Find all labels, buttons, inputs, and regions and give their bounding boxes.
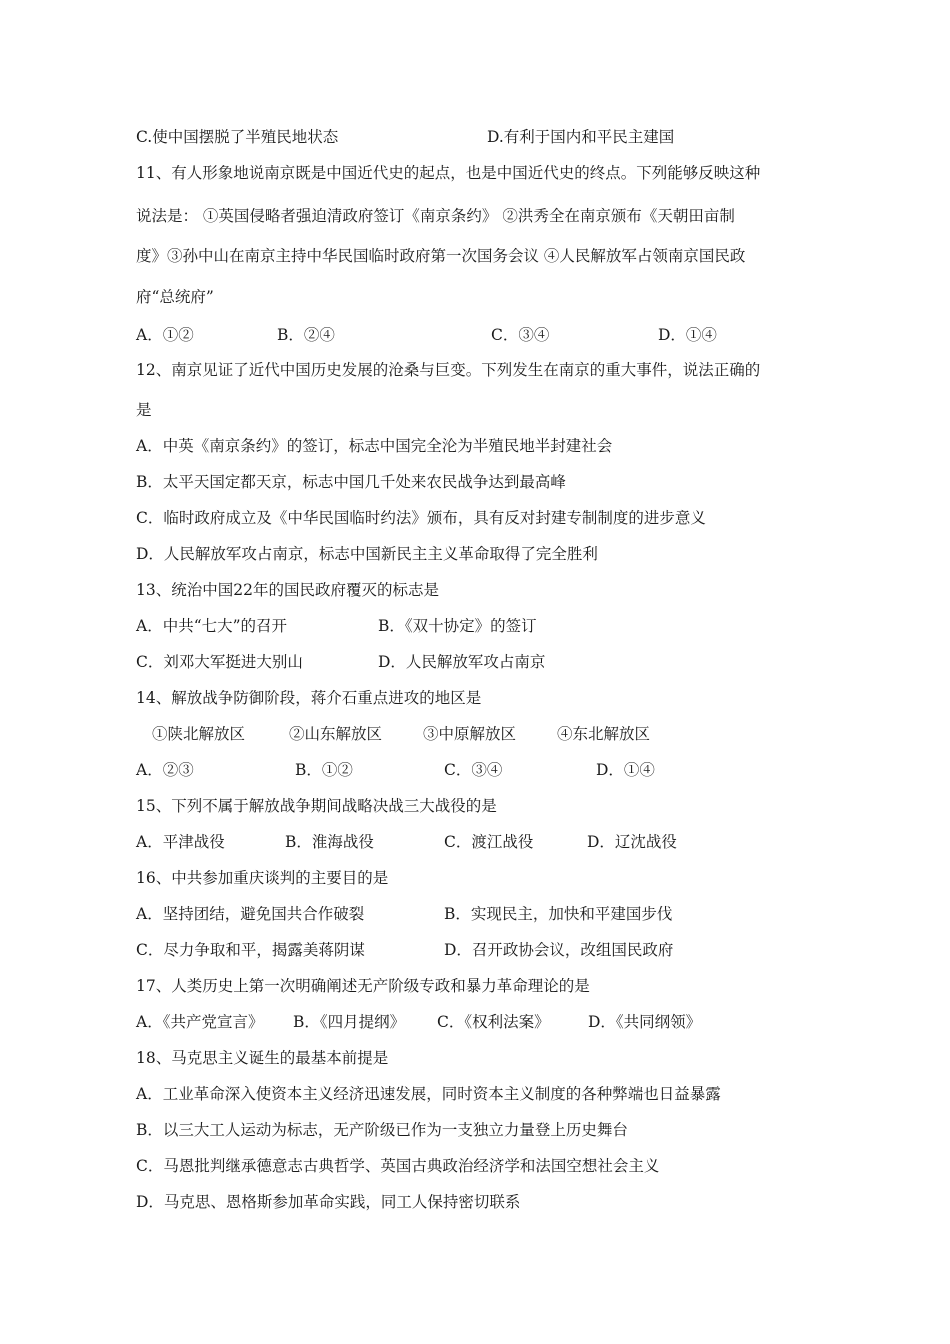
q12-stem-line1: 12、南京见证了近代中国历史发展的沧桑与巨变。下列发生在南京的重大事件，说法正确的: [136, 361, 761, 379]
q15-option-a: A．平津战役: [136, 833, 225, 851]
q14-stem: 14、解放战争防御阶段，蒋介石重点进攻的地区是: [136, 689, 482, 707]
q11-option-d: D．①④: [658, 326, 717, 344]
q12-stem-line2: 是: [136, 401, 152, 419]
q17-option-b: B．《四月提纲》: [293, 1013, 406, 1031]
q17-option-c: C．《权利法案》: [437, 1013, 550, 1031]
q12-option-d: D．人民解放军攻占南京，标志中国新民主主义革命取得了完全胜利: [136, 545, 598, 563]
q11-option-c: C．③④: [491, 326, 550, 344]
q11-stem-line4: 府“总统府”: [136, 288, 214, 306]
q13-option-c: C．刘邓大军挺进大别山: [136, 653, 303, 671]
q11-stem-line3: 度》③孙中山在南京主持中华民国临时政府第一次国务会议 ④人民解放军占领南京国民政: [136, 247, 746, 265]
q14-option-a: A．②③: [136, 761, 194, 779]
q12-option-a: A．中英《南京条约》的签订，标志中国完全沦为半殖民地半封建社会: [136, 437, 613, 455]
q12-option-c: C．临时政府成立及《中华民国临时约法》颁布，具有反对封建专制制度的进步意义: [136, 509, 706, 527]
q14-item-4: ④东北解放区: [557, 725, 651, 743]
q16-option-d: D．召开政协会议，改组国民政府: [444, 941, 674, 959]
q18-option-b: B．以三大工人运动为标志，无产阶级已作为一支独立力量登上历史舞台: [136, 1121, 628, 1139]
q18-option-c: C．马恩批判继承德意志古典哲学、英国古典政治经济学和法国空想社会主义: [136, 1157, 660, 1175]
q13-stem: 13、统治中国22年的国民政府覆灭的标志是: [136, 581, 439, 599]
q18-option-a: A．工业革命深入使资本主义经济迅速发展，同时资本主义制度的各种弊端也日益暴露: [136, 1085, 721, 1103]
q15-option-b: B．淮海战役: [285, 833, 374, 851]
q13-option-b: B．《双十协定》的签订: [378, 617, 537, 635]
q16-option-b: B．实现民主，加快和平建国步伐: [444, 905, 673, 923]
q14-option-d: D．①④: [596, 761, 655, 779]
q17-option-a: A．《共产党宣言》: [136, 1013, 264, 1031]
q15-stem: 15、下列不属于解放战争期间战略决战三大战役的是: [136, 797, 497, 815]
q13-option-d: D．人民解放军攻占南京: [378, 653, 546, 671]
q15-option-d: D．辽沈战役: [587, 833, 677, 851]
q11-option-b: B．②④: [277, 326, 335, 344]
q14-option-b: B．①②: [295, 761, 353, 779]
q12-option-b: B．太平天国定都天京，标志中国几千处来农民战争达到最高峰: [136, 473, 566, 491]
q10-option-c: C.使中国摆脱了半殖民地状态: [136, 128, 339, 146]
q18-option-d: D．马克思、恩格斯参加革命实践，同工人保持密切联系: [136, 1193, 521, 1211]
q11-stem-line2: 说法是： ①英国侵略者强迫清政府签订《南京条约》 ②洪秀全在南京颁布《天朝田亩制: [136, 207, 735, 225]
q14-item-3: ③中原解放区: [423, 725, 517, 743]
q14-item-1: ①陕北解放区: [152, 725, 246, 743]
q16-stem: 16、中共参加重庆谈判的主要目的是: [136, 869, 389, 887]
q18-stem: 18、马克思主义诞生的最基本前提是: [136, 1049, 389, 1067]
q17-stem: 17、人类历史上第一次明确阐述无产阶级专政和暴力革命理论的是: [136, 977, 590, 995]
q11-option-a: A．①②: [136, 326, 194, 344]
q10-option-d: D.有利于国内和平民主建国: [487, 128, 675, 146]
q14-item-2: ②山东解放区: [289, 725, 383, 743]
q13-option-a: A．中共“七大”的召开: [136, 617, 288, 635]
q15-option-c: C．渡江战役: [444, 833, 534, 851]
q16-option-a: A．坚持团结，避免国共合作破裂: [136, 905, 365, 923]
q16-option-c: C．尽力争取和平，揭露美蒋阴谋: [136, 941, 365, 959]
q11-stem-line1: 11、有人形象地说南京既是中国近代史的起点，也是中国近代史的终点。下列能够反映这种: [136, 164, 761, 182]
q17-option-d: D．《共同纲领》: [588, 1013, 702, 1031]
q14-option-c: C．③④: [444, 761, 503, 779]
